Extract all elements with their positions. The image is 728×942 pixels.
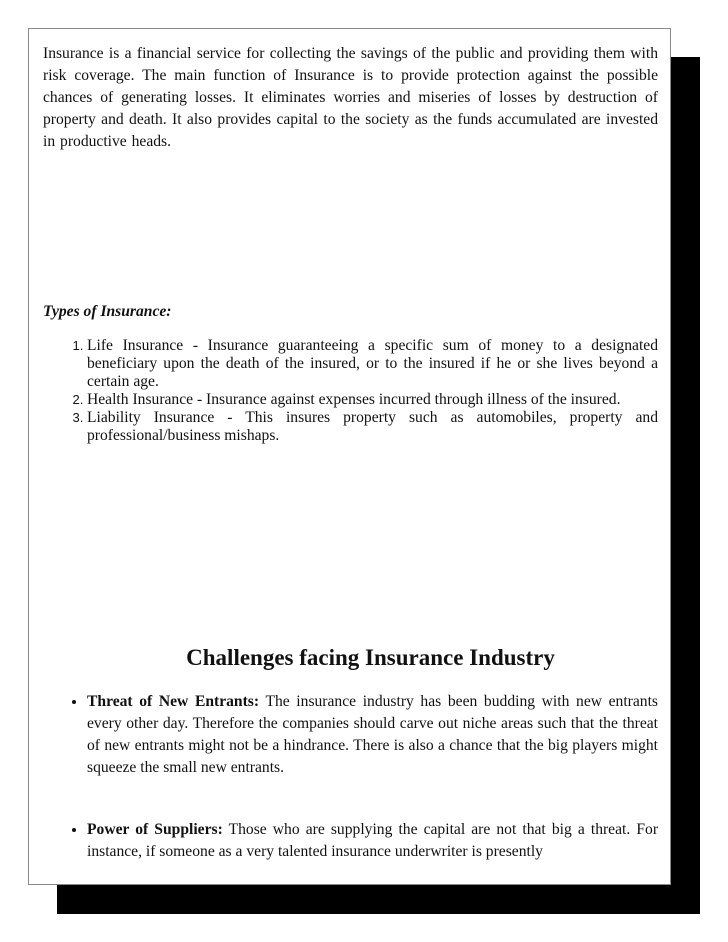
page-content [43, 43, 659, 860]
list-item: 2. Health Insurance - Insurance against expenses incurred through illness of the insured. [87, 391, 658, 409]
document-page [28, 28, 671, 885]
challenge-text: Those who are supplying the capital are not that big a threat. For instance, if someone as a very talented insurance underwriter is presently [87, 821, 659, 860]
list-item: 1. Life Insurance - Insurance guaranteeing a specific sum of money to a designated beneficiary upon the death of the insured, or to the insured if he or she lives beyond a certain age. [87, 337, 658, 391]
challenge-list [43, 819, 658, 863]
list-item [87, 819, 658, 863]
intro-paragraph: Insurance is a financial service for collecting the savings of the public and providing them with risk coverage. The main function of Insurance is to provide protection against the possible chances of generating losses. It eliminates worries and miseries of losses by destruction of property and death. It also provides capital to the society as the funds accumulated are invested in productive heads. [43, 45, 658, 150]
challenge-text: The insurance industry has been budding with new entrants every other day. Therefore the companies should carve out niche areas such that the threat of new entrants might not be a hindrance. There is also a chance that the big players might squeeze the small new entrants. [87, 693, 658, 776]
challenge-term: Threat of New Entrants: [87, 693, 260, 710]
types-list [43, 337, 658, 445]
types-heading: Types of Insurance: [43, 303, 172, 320]
challenge-list [43, 691, 658, 779]
section-title: Challenges facing Insurance Industry [186, 645, 555, 670]
list-item: 3. Liability Insurance - This insures property such as automobiles, property and professional/business mishaps. [87, 409, 658, 445]
challenge-term: Power of Suppliers: [87, 821, 223, 838]
list-item [87, 691, 658, 779]
